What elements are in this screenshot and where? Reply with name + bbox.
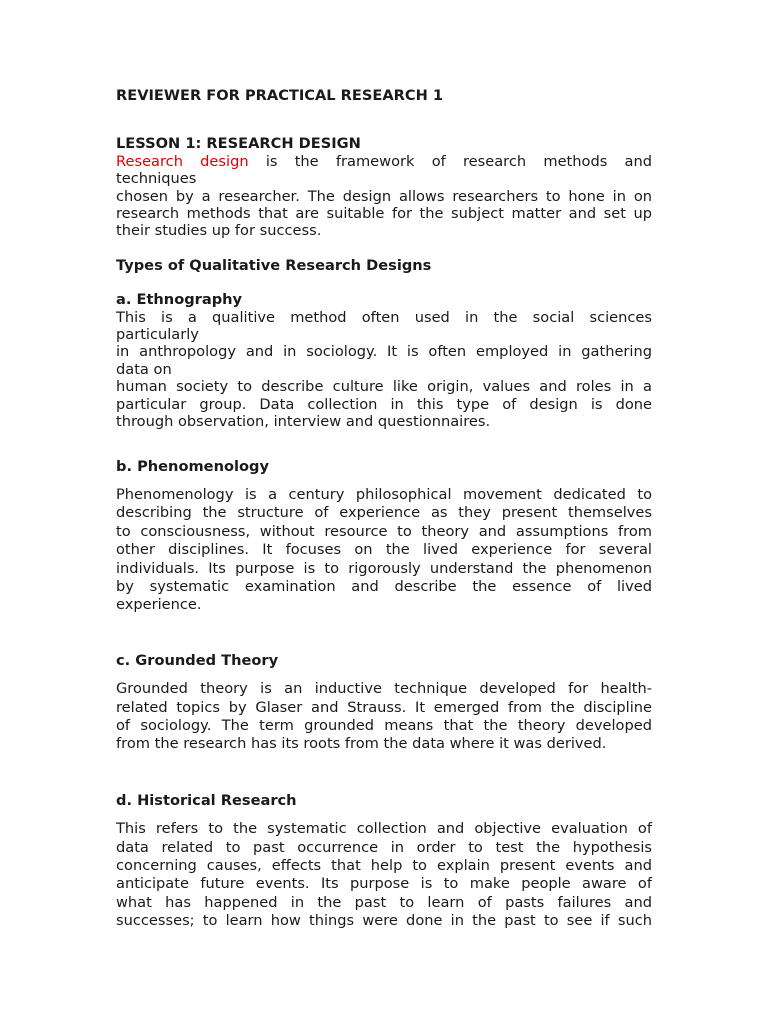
lesson-heading: LESSON 1: RESEARCH DESIGN [116,135,361,153]
types-heading: Types of Qualitative Research Designs [116,256,432,274]
phenomenology-line-1: Phenomenology is a century philosophical movement dedicated to [116,485,652,503]
historical-line-3: concerning causes, effects that help to explain present events and [116,857,652,874]
historical-line-6: successes; to learn how things were done in the past to see if such [116,912,652,930]
grounded-theory-heading: c. Grounded Theory [116,651,279,669]
ethnography-line-4: data on [116,360,172,378]
ethnography-line-7: through observation, interview and questionnaires. [116,413,491,431]
intro-line-1 [116,153,652,170]
ethnography-line-6: particular group. Data collection in this type of design is done [116,395,652,413]
ethnography-heading: a. Ethnography [116,291,243,309]
historical-line-5: what has happened in the past to learn of pasts failures and [116,893,652,911]
ethnography-line-1: This is a qualitive method often used in the social sciences [116,308,652,326]
intro-line-5: their studies up for success. [116,222,322,240]
intro-line-1-rest: is the framework of research methods and [248,152,652,170]
historical-line-2: data related to past occurrence in order to test the hypothesis [116,838,652,856]
grounded-theory-line-4: from the research has its roots from the data where it was derived. [116,735,607,753]
ethnography-line-3: in anthropology and in sociology. It is often employed in gathering [116,343,652,361]
grounded-theory-line-2: related topics by Glaser and Strauss. It emerged from the discipline [116,698,652,716]
phenomenology-line-2: describing the structure of experience as they present themselves [116,504,652,522]
grounded-theory-line-3: of sociology. The term grounded means that the theory developed [116,716,652,734]
ethnography-line-5: human society to describe culture like origin, values and roles in a [116,378,652,396]
historical-heading: d. Historical Research [116,791,297,809]
phenomenology-line-3: to consciousness, without resource to theory and assumptions from [116,522,652,540]
research-design-term: Research design [116,152,249,170]
phenomenology-line-6: by systematic examination and describe the essence of lived [116,577,652,595]
intro-line-3: chosen by a researcher. The design allows researchers to hone in on [116,187,652,205]
intro-line-2: techniques [116,170,197,188]
historical-line-4: anticipate future events. Its purpose is to make people aware of [116,875,652,893]
phenomenology-line-5: individuals. Its purpose is to rigorously understand the phenomenon [116,559,652,577]
phenomenology-line-7: experience. [116,596,202,614]
ethnography-line-2: particularly [116,326,199,344]
document-title: REVIEWER FOR PRACTICAL RESEARCH 1 [116,87,444,104]
phenomenology-line-4: other disciplines. It focuses on the lived experience for several [116,541,652,559]
phenomenology-heading: b. Phenomenology [116,457,269,475]
intro-line-4: research methods that are suitable for the subject matter and set up [116,205,652,223]
historical-line-1: This refers to the systematic collection and objective evaluation of [116,820,652,838]
grounded-theory-line-1: Grounded theory is an inductive technique developed for health- [116,680,652,698]
document-body [116,87,652,931]
